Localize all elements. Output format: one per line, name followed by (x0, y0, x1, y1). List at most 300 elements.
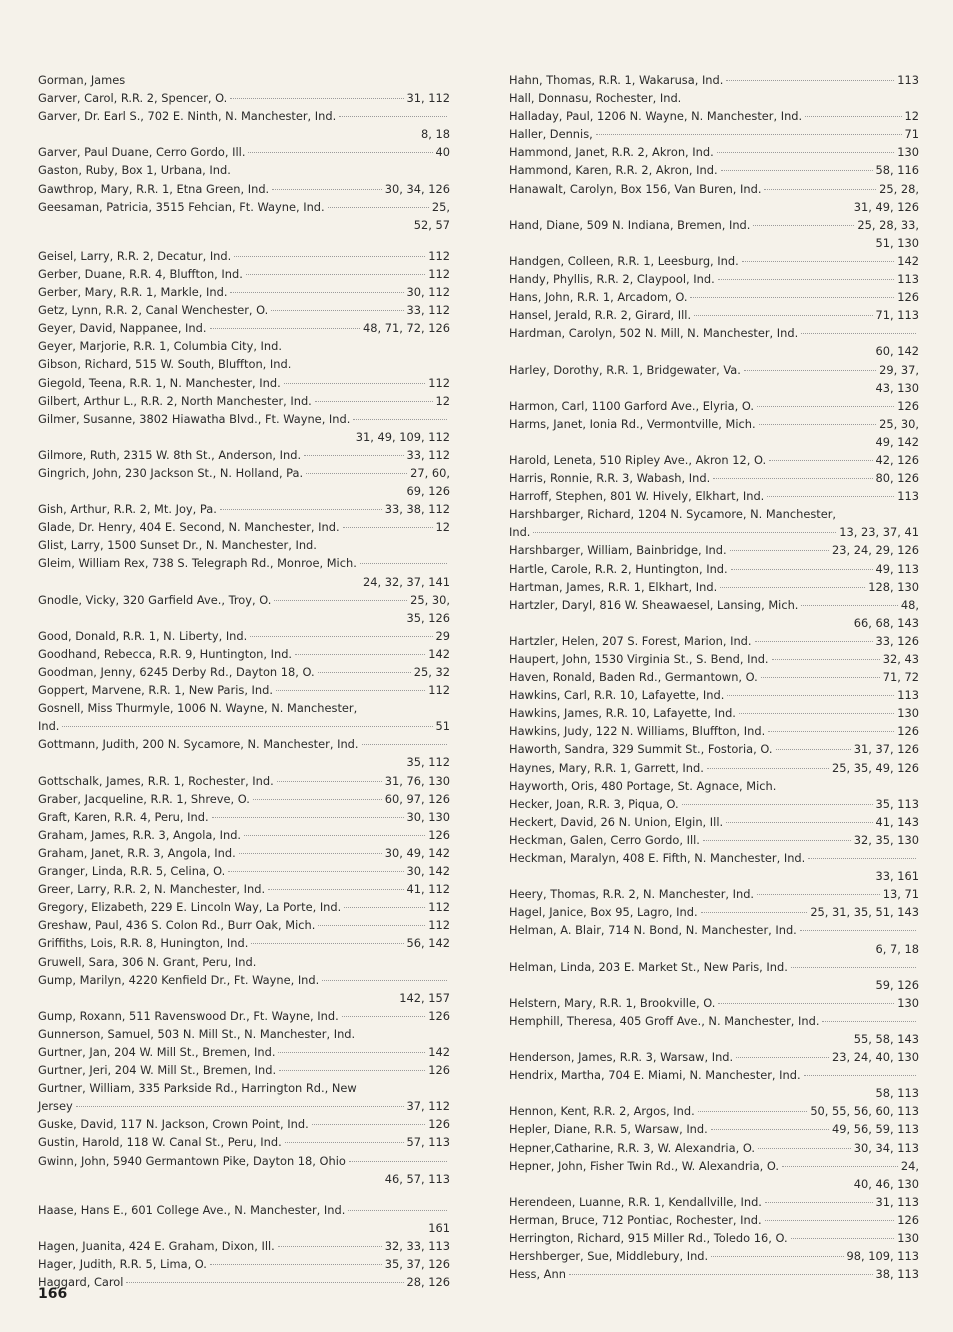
entry-name: Helman, A. Blair, 714 N. Bond, N. Manchester, Ind. (509, 923, 797, 938)
entry-pages: 23, 24, 40, 130 (832, 1050, 919, 1065)
dot-leader (718, 279, 895, 280)
entry-continuation (509, 198, 919, 216)
entry-pages: 126 (428, 827, 450, 842)
entry-pages: 31, 37, 126 (853, 742, 919, 757)
entry-line (509, 451, 919, 469)
entry-line (38, 392, 450, 410)
dot-leader (220, 509, 382, 510)
entry-line (38, 161, 450, 179)
entry-pages: 130 (897, 1231, 919, 1245)
entry-line (38, 71, 450, 89)
entry-pages: 126 (897, 398, 919, 413)
entry-name: Gerber, Duane, R.R. 4, Bluffton, Ind. (38, 266, 243, 281)
entry-name: Glade, Dr. Henry, 404 E. Second, N. Manchester, Ind. (38, 520, 340, 535)
entry-line (509, 578, 919, 596)
dot-leader (596, 134, 902, 135)
entry-line (38, 790, 450, 808)
dot-leader (318, 672, 411, 673)
entry-pages: 32, 35, 130 (853, 832, 919, 847)
dot-leader (284, 383, 426, 384)
dot-leader (801, 333, 916, 334)
index-entry (38, 143, 450, 161)
dot-leader (312, 1124, 426, 1125)
index-column-left (38, 71, 450, 1291)
index-entry (38, 355, 450, 373)
entry-line (38, 1201, 450, 1219)
dot-leader (701, 912, 808, 913)
entry-pages: 25, 31, 35, 51, 143 (810, 905, 919, 920)
entry-continuation (509, 1175, 919, 1193)
entry-name: Gnodle, Vicky, 320 Garfield Ave., Troy, O. (38, 592, 272, 607)
entry-pages: 13, 71 (882, 887, 919, 902)
dot-leader (295, 654, 425, 655)
entry-pages: 112 (428, 683, 450, 698)
entry-name: Hecker, Joan, R.R. 3, Piqua, O. (509, 796, 679, 811)
entry-line (38, 844, 450, 862)
entry-pages: 25, 35, 49, 126 (832, 760, 919, 775)
entry-pages: 25, 30, (879, 416, 919, 431)
index-entry (38, 446, 450, 464)
entry-pages-continued: 69, 126 (406, 484, 450, 499)
entry-pages: 12 (435, 393, 450, 408)
entry-name: Gruwell, Sara, 306 N. Grant, Peru, Ind. (38, 954, 257, 969)
dot-leader (713, 478, 872, 479)
entry-line (509, 143, 919, 161)
entry-pages: 32, 33, 113 (384, 1238, 450, 1253)
entry-pages-continued: 46, 57, 113 (384, 1171, 450, 1186)
entry-line (509, 958, 919, 976)
entry-name: Hand, Diane, 509 N. Indiana, Bremen, Ind. (509, 217, 751, 232)
entry-name: Harmon, Carl, 1100 Garford Ave., Elyria, O. (509, 398, 755, 413)
entry-pages: 142 (897, 253, 919, 268)
entry-pages: 71, 72 (882, 670, 919, 685)
entry-continuation (509, 867, 919, 885)
entry-line (38, 681, 450, 699)
index-entry (38, 89, 450, 107)
entry-pages-continued: 33, 161 (875, 869, 919, 884)
entry-line (38, 374, 450, 392)
dot-leader (782, 1166, 898, 1167)
entry-name: Herman, Bruce, 712 Pontiac, Rochester, Ind. (509, 1212, 762, 1227)
entry-name-continued: Ind. (38, 719, 60, 734)
entry-pages: 57, 113 (406, 1135, 450, 1150)
index-entry (509, 1066, 919, 1102)
entry-name: Hawkins, James, R.R. 10, Lafayette, Ind. (509, 706, 736, 721)
dot-leader (690, 297, 894, 298)
entry-line (509, 632, 919, 650)
dot-leader (753, 225, 854, 226)
entry-continuation (38, 753, 450, 771)
entry-pages: 33, 38, 112 (384, 502, 450, 517)
entry-name: Harley, Dorothy, R.R. 1, Bridgewater, Va. (509, 362, 741, 377)
entry-name: Harshbarger, William, Bainbridge, Ind. (509, 543, 727, 558)
entry-pages-continued: 35, 112 (406, 755, 450, 770)
index-entry (38, 518, 450, 536)
entry-line (509, 107, 919, 125)
index-entry (38, 1201, 450, 1237)
entry-line (509, 1229, 919, 1247)
index-entry (38, 247, 450, 265)
dot-leader (228, 871, 403, 872)
index-entry (38, 71, 450, 89)
index-entry (509, 1120, 919, 1138)
index-entry (509, 161, 919, 179)
entry-pages: 23, 24, 29, 126 (832, 543, 919, 558)
index-entry (38, 772, 450, 790)
entry-line (38, 1273, 450, 1291)
entry-line (38, 1025, 450, 1043)
dot-leader (805, 116, 901, 117)
index-entry (38, 627, 450, 645)
entry-line (38, 880, 450, 898)
entry-name: Gawthrop, Mary, R.R. 1, Etna Green, Ind. (38, 181, 270, 196)
entry-pages: 42, 126 (875, 452, 919, 467)
entry-continuation (509, 433, 919, 451)
index-entry (509, 288, 919, 306)
entry-continuation (38, 989, 450, 1007)
section-gap (38, 234, 450, 247)
dot-leader (62, 726, 432, 727)
entry-name: Garver, Paul Duane, Cerro Gordo, Ill. (38, 145, 246, 160)
entry-line (509, 1247, 919, 1265)
dot-leader (776, 749, 851, 750)
entry-continuation (509, 940, 919, 958)
entry-name: Hayworth, Oris, 480 Portage, St. Agnace, Mich. (509, 778, 777, 793)
dot-leader (234, 256, 425, 257)
entry-pages: 30, 34, 126 (384, 181, 450, 196)
entry-line (509, 650, 919, 668)
entry-name: Gump, Roxann, 511 Ravenswood Dr., Ft. Wayne, Ind. (38, 1008, 339, 1023)
entry-name: Haller, Dennis, (509, 127, 593, 142)
entry-pages: 27, 60, (410, 465, 450, 480)
entry-pages: 113 (897, 272, 919, 287)
index-entry (509, 596, 919, 632)
dot-leader (353, 419, 447, 420)
entry-name: Gerber, Mary, R.R. 1, Markle, Ind. (38, 285, 228, 300)
index-entry (38, 844, 450, 862)
entry-name: Hawkins, Judy, 122 N. Williams, Bluffton, Ind. (509, 724, 766, 739)
dot-leader (315, 401, 433, 402)
index-entry (509, 1139, 919, 1157)
index-entry (509, 306, 919, 324)
entry-pages: 113 (897, 73, 919, 87)
entry-line (38, 319, 450, 337)
entry-name: Hepner,Catharine, R.R. 3, W. Alexandria, O. (509, 1140, 755, 1155)
index-entry (509, 1247, 919, 1265)
dot-leader (248, 152, 432, 153)
entry-line (509, 722, 919, 740)
entry-pages: 56, 142 (406, 936, 450, 951)
dot-leader (210, 328, 361, 329)
entry-line (38, 898, 450, 916)
index-entry (509, 632, 919, 650)
index-entry (509, 541, 919, 559)
index-entry (38, 464, 450, 500)
entry-name: Gustin, Harold, 118 W. Canal St., Peru, Ind. (38, 1135, 282, 1150)
entry-name: Heckman, Maralyn, 408 E. Fifth, N. Manchester, Ind. (509, 851, 806, 866)
entry-pages: 33, 112 (406, 447, 450, 462)
entry-name: Granger, Linda, R.R. 5, Celina, O. (38, 864, 226, 879)
dot-leader (274, 600, 407, 601)
entry-pages: 25, 30, (410, 592, 450, 607)
entry-pages: 130 (897, 706, 919, 721)
index-entry (38, 916, 450, 934)
dot-leader (755, 641, 873, 642)
entry-pages-continued: 60, 142 (875, 344, 919, 359)
entry-line (509, 1139, 919, 1157)
entry-name: Hartzler, Helen, 207 S. Forest, Marion, Ind. (509, 633, 752, 648)
entry-name: Graft, Karen, R.R. 4, Peru, Ind. (38, 809, 209, 824)
section-gap (38, 1188, 450, 1201)
entry-line (38, 1255, 450, 1273)
entry-line (509, 1193, 919, 1211)
entry-pages: 113 (897, 489, 919, 504)
entry-name: Geesaman, Patricia, 3515 Fehcian, Ft. Wayne, Ind. (38, 199, 325, 214)
index-entry (38, 1273, 450, 1291)
entry-pages-continued: 6, 7, 18 (875, 941, 919, 956)
entry-pages: 60, 97, 126 (384, 791, 450, 806)
index-entry (38, 161, 450, 179)
entry-line (509, 361, 919, 379)
index-entry (509, 252, 919, 270)
entry-name: Goppert, Marvene, R.R. 1, New Paris, Ind. (38, 683, 273, 698)
entry-line (509, 596, 919, 614)
entry-pages-continued: 52, 57 (413, 217, 450, 232)
index-entry (38, 826, 450, 844)
entry-name: Hepner, John, Fisher Twin Rd., W. Alexandria, O. (509, 1158, 780, 1173)
index-entry (509, 958, 919, 994)
index-entry (509, 487, 919, 505)
entry-name: Gilmore, Ruth, 2315 W. 8th St., Anderson, Ind. (38, 447, 302, 462)
index-entry (509, 143, 919, 161)
dot-leader (76, 1106, 404, 1107)
index-entry (509, 578, 919, 596)
dot-leader (757, 406, 894, 407)
entry-line (509, 686, 919, 704)
entry-name: Hall, Donnasu, Rochester, Ind. (509, 91, 682, 106)
entry-pages: 126 (428, 1117, 450, 1132)
entry-pages-continued: 161 (428, 1220, 450, 1235)
index-entry (509, 1229, 919, 1247)
entry-name: Hanawalt, Carolyn, Box 156, Van Buren, Ind. (509, 181, 762, 196)
dot-leader (271, 310, 403, 311)
entry-pages-continued: 51 (435, 719, 450, 734)
entry-line (38, 663, 450, 681)
dot-leader (126, 1282, 403, 1283)
index-entry (38, 392, 450, 410)
dot-leader (276, 690, 425, 691)
dot-leader (322, 980, 447, 981)
index-entry (509, 759, 919, 777)
entry-pages: 29, 37, (879, 362, 919, 377)
entry-name: Gottschalk, James, R.R. 1, Rochester, Ind. (38, 773, 274, 788)
entry-name: Hartman, James, R.R. 1, Elkhart, Ind. (509, 579, 718, 594)
index-entry (509, 89, 919, 107)
entry-name: Handgen, Colleen, R.R. 1, Leesburg, Ind. (509, 253, 739, 268)
entry-pages-continued: 24, 32, 37, 141 (363, 574, 450, 589)
entry-name: Haggard, Carol (38, 1275, 124, 1290)
index-entry (509, 1157, 919, 1193)
dot-leader (230, 98, 403, 99)
entry-line (38, 143, 450, 161)
entry-name: Hershberger, Sue, Middlebury, Ind. (509, 1249, 709, 1264)
dot-leader (342, 1016, 426, 1017)
entry-name: Haase, Hans E., 601 College Ave., N. Manchester, Ind. (38, 1202, 346, 1217)
dot-leader (711, 1129, 829, 1130)
dot-leader (682, 804, 873, 805)
index-entry (38, 1133, 450, 1151)
entry-pages: 31, 113 (875, 1194, 919, 1209)
index-entry (38, 1043, 450, 1061)
index-entry (38, 645, 450, 663)
entry-name: Hendrix, Martha, 704 E. Miami, N. Manchester, Ind. (509, 1068, 801, 1083)
entry-continuation (38, 573, 450, 591)
entry-line (509, 1157, 919, 1175)
index-entry (38, 301, 450, 319)
entry-line (38, 265, 450, 283)
index-entry (509, 795, 919, 813)
entry-pages: 142 (428, 1044, 450, 1059)
entry-name: Guske, David, 117 N. Jackson, Crown Point, Ind. (38, 1117, 309, 1132)
entry-line (38, 198, 450, 216)
entry-line (38, 536, 450, 554)
entry-name: Hans, John, R.R. 1, Arcadom, O. (509, 290, 688, 305)
entry-pages: 142 (428, 646, 450, 661)
entry-name: Gibson, Richard, 515 W. South, Bluffton, Ind. (38, 357, 292, 372)
entry-pages: 12 (435, 520, 450, 535)
entry-name: Goodhand, Rebecca, R.R. 9, Huntington, Ind. (38, 646, 293, 661)
dot-leader (285, 1142, 404, 1143)
entry-continuation (509, 234, 919, 252)
dot-leader (739, 713, 894, 714)
index-entry (38, 410, 450, 446)
entry-name: Hennon, Kent, R.R. 2, Argos, Ind. (509, 1104, 695, 1119)
entry-pages-continued: 35, 126 (406, 610, 450, 625)
entry-pages: 38, 113 (875, 1267, 919, 1282)
entry-pages-continued: 142, 157 (399, 990, 450, 1005)
entry-line (38, 1043, 450, 1061)
dot-leader (768, 731, 894, 732)
index-entry (38, 934, 450, 952)
entry-pages: 98, 109, 113 (846, 1249, 919, 1264)
entry-line (38, 971, 450, 989)
entry-name: Heckert, David, 26 N. Union, Elgin, Ill. (509, 814, 724, 829)
index-entry (509, 180, 919, 216)
entry-name: Haworth, Sandra, 329 Summit St., Fostoria, O. (509, 742, 773, 757)
dot-leader (720, 587, 865, 588)
entry-name: Gingrich, John, 230 Jackson St., N. Holland, Pa. (38, 465, 304, 480)
dot-leader (212, 817, 404, 818)
entry-name: Gunnerson, Samuel, 503 N. Mill St., N. Manchester, Ind. (38, 1026, 356, 1041)
entry-line (509, 1120, 919, 1138)
dot-leader (736, 1057, 829, 1058)
entry-line (509, 560, 919, 578)
index-entry (509, 903, 919, 921)
entry-line (38, 862, 450, 880)
index-entry (38, 1025, 450, 1043)
dot-leader (730, 550, 829, 551)
dot-leader (758, 1148, 851, 1149)
entry-pages: 12 (904, 109, 919, 124)
entry-name: Helstern, Mary, R.R. 1, Brookville, O. (509, 995, 716, 1010)
index-entry (509, 849, 919, 885)
entry-name: Griffiths, Lois, R.R. 8, Hunington, Ind. (38, 936, 249, 951)
dot-leader (339, 116, 447, 117)
dot-leader (772, 659, 880, 660)
entry-name: Harshbarger, Richard, 1204 N. Sycamore, N. Manchester, (509, 507, 837, 522)
dot-leader (277, 781, 382, 782)
entry-pages: 41, 112 (406, 882, 450, 897)
index-entry (509, 831, 919, 849)
index-entry (38, 790, 450, 808)
entry-name: Gottmann, Judith, 200 N. Sycamore, N. Manchester, Ind. (38, 737, 359, 752)
dot-leader (731, 569, 873, 570)
entry-line (509, 795, 919, 813)
entry-line (38, 916, 450, 934)
entry-line (509, 831, 919, 849)
entry-name: Hahn, Thomas, R.R. 1, Wakarusa, Ind. (509, 73, 724, 87)
index-column-right (509, 71, 919, 1283)
dot-leader (804, 1075, 916, 1076)
entry-name: Hammond, Janet, R.R. 2, Akron, Ind. (509, 145, 714, 160)
entry-continuation (509, 614, 919, 632)
dot-leader (744, 370, 876, 371)
dot-leader (718, 1003, 894, 1004)
entry-name: Gurtner, Jeri, 204 W. Mill St., Bremen, Ind. (38, 1063, 277, 1078)
index-entry (509, 270, 919, 288)
index-entry (38, 500, 450, 518)
dot-leader (272, 189, 382, 190)
entry-pages: 113 (897, 688, 919, 703)
entry-continuation (509, 379, 919, 397)
entry-line (509, 306, 919, 324)
entry-pages: 35, 37, 126 (384, 1257, 450, 1271)
entry-name: Haupert, John, 1530 Virginia St., S. Bend, Ind. (509, 652, 769, 666)
entry-pages-continued: 66, 68, 143 (853, 615, 919, 630)
index-entry (38, 180, 450, 198)
entry-line (38, 591, 450, 609)
entry-pages-continued: 13, 23, 37, 41 (839, 525, 919, 540)
entry-line (38, 1061, 450, 1079)
entry-name: Greer, Larry, R.R. 2, N. Manchester, Ind. (38, 882, 266, 897)
entry-name-continued: Ind. (509, 525, 531, 540)
entry-pages: 50, 55, 56, 60, 113 (810, 1104, 919, 1119)
entry-name: Hager, Judith, R.R. 5, Lima, O. (38, 1257, 207, 1271)
index-entry (509, 1048, 919, 1066)
entry-line (38, 180, 450, 198)
index-entry (509, 397, 919, 415)
index-entry (509, 451, 919, 469)
entry-pages-continued: 58, 113 (875, 1086, 919, 1101)
index-entry (38, 699, 450, 735)
dot-leader (533, 532, 836, 533)
entry-line (509, 849, 919, 867)
entry-pages: 48, 71, 72, 126 (363, 321, 450, 336)
dot-leader (349, 1161, 447, 1162)
entry-pages: 25, 28, 33, (857, 217, 919, 232)
entry-line (509, 1012, 919, 1030)
entry-line (38, 89, 450, 107)
entry-name: Gilmer, Susanne, 3802 Hiawatha Blvd., Ft. Wayne, Ind. (38, 411, 351, 426)
entry-line (38, 772, 450, 790)
index-entry (38, 554, 450, 590)
entry-line (509, 994, 919, 1012)
entry-continuation (509, 523, 919, 541)
dot-leader (251, 943, 403, 944)
dot-leader (791, 967, 916, 968)
entry-pages: 33, 112 (406, 303, 450, 318)
index-entry (509, 505, 919, 541)
